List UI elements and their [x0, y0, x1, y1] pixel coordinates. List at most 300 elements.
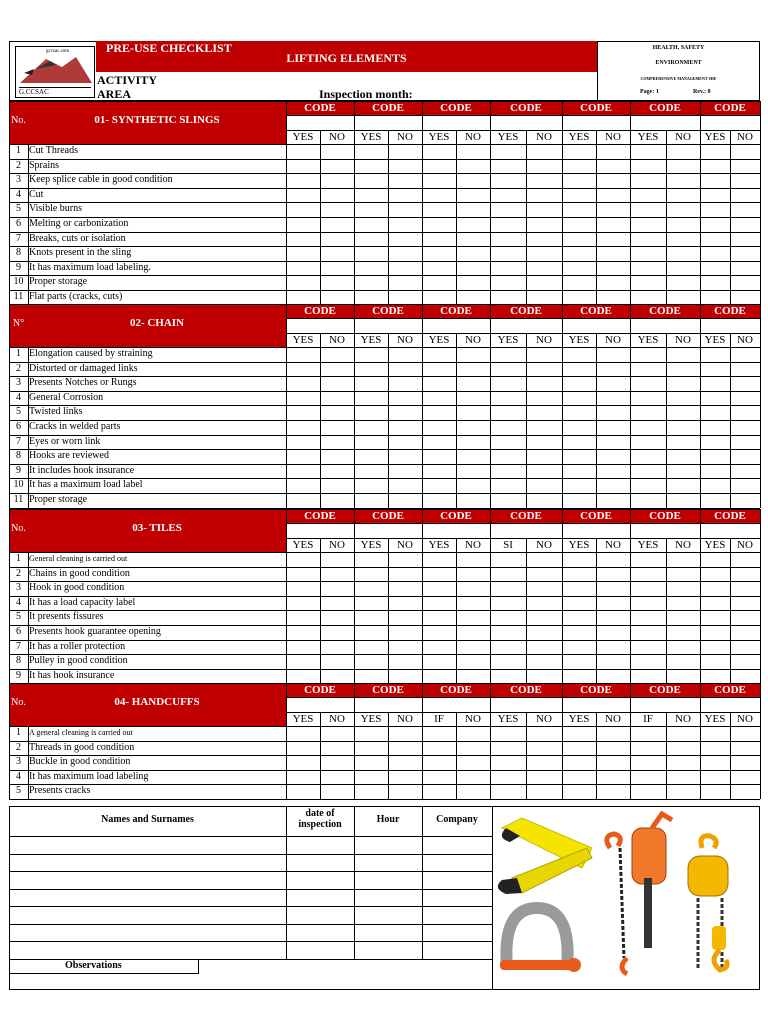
checkbox-cell[interactable] [354, 290, 388, 305]
checkbox-cell[interactable] [562, 188, 596, 203]
checkbox-cell[interactable] [700, 567, 730, 582]
checkbox-cell[interactable] [388, 654, 422, 669]
checkbox-cell[interactable] [562, 435, 596, 450]
checkbox-cell[interactable] [700, 625, 730, 640]
checkbox-cell[interactable] [422, 552, 456, 567]
checkbox-cell[interactable] [354, 596, 388, 611]
checkbox-cell[interactable] [456, 391, 490, 406]
checkbox-cell[interactable] [286, 581, 320, 596]
checkbox-cell[interactable] [562, 347, 596, 362]
checkbox-cell[interactable] [490, 188, 526, 203]
checkbox-cell[interactable] [490, 726, 526, 741]
checkbox-cell[interactable] [630, 478, 666, 493]
checkbox-cell[interactable] [526, 640, 562, 655]
code-entry-field[interactable] [286, 523, 354, 538]
checkbox-cell[interactable] [388, 391, 422, 406]
checkbox-cell[interactable] [562, 173, 596, 188]
checkbox-cell[interactable] [490, 610, 526, 625]
checkbox-cell[interactable] [354, 188, 388, 203]
checkbox-cell[interactable] [320, 246, 354, 261]
checkbox-cell[interactable] [490, 275, 526, 290]
checkbox-cell[interactable] [388, 188, 422, 203]
checkbox-cell[interactable] [562, 362, 596, 377]
checkbox-cell[interactable] [666, 261, 700, 276]
checkbox-cell[interactable] [526, 202, 562, 217]
checkbox-cell[interactable] [388, 217, 422, 232]
checkbox-cell[interactable] [388, 726, 422, 741]
checkbox-cell[interactable] [456, 261, 490, 276]
checkbox-cell[interactable] [286, 261, 320, 276]
checkbox-cell[interactable] [700, 770, 730, 785]
checkbox-cell[interactable] [562, 610, 596, 625]
checkbox-cell[interactable] [596, 493, 630, 508]
checkbox-cell[interactable] [456, 669, 490, 684]
checkbox-cell[interactable] [730, 362, 760, 377]
checkbox-cell[interactable] [286, 493, 320, 508]
checkbox-cell[interactable] [526, 567, 562, 582]
checkbox-cell[interactable] [562, 581, 596, 596]
checkbox-cell[interactable] [320, 464, 354, 479]
checkbox-cell[interactable] [354, 275, 388, 290]
checkbox-cell[interactable] [596, 246, 630, 261]
checkbox-cell[interactable] [354, 741, 388, 756]
checkbox-cell[interactable] [456, 290, 490, 305]
checkbox-cell[interactable] [526, 232, 562, 247]
checkbox-cell[interactable] [388, 625, 422, 640]
checkbox-cell[interactable] [354, 726, 388, 741]
checkbox-cell[interactable] [562, 755, 596, 770]
checkbox-cell[interactable] [596, 784, 630, 799]
checkbox-cell[interactable] [596, 669, 630, 684]
checkbox-cell[interactable] [630, 596, 666, 611]
checkbox-cell[interactable] [354, 217, 388, 232]
checkbox-cell[interactable] [490, 261, 526, 276]
code-entry-field[interactable] [490, 318, 562, 333]
checkbox-cell[interactable] [286, 464, 320, 479]
code-entry-field[interactable] [422, 115, 490, 130]
checkbox-cell[interactable] [596, 625, 630, 640]
checkbox-cell[interactable] [422, 784, 456, 799]
checkbox-cell[interactable] [526, 741, 562, 756]
checkbox-cell[interactable] [666, 669, 700, 684]
checkbox-cell[interactable] [490, 420, 526, 435]
checkbox-cell[interactable] [596, 275, 630, 290]
checkbox-cell[interactable] [596, 261, 630, 276]
checkbox-cell[interactable] [456, 726, 490, 741]
checkbox-cell[interactable] [630, 581, 666, 596]
checkbox-cell[interactable] [596, 552, 630, 567]
observations-field[interactable] [198, 959, 492, 973]
checkbox-cell[interactable] [286, 596, 320, 611]
checkbox-cell[interactable] [630, 755, 666, 770]
checkbox-cell[interactable] [388, 159, 422, 174]
checkbox-cell[interactable] [562, 376, 596, 391]
code-entry-field[interactable] [562, 318, 630, 333]
checkbox-cell[interactable] [596, 770, 630, 785]
checkbox-cell[interactable] [630, 275, 666, 290]
checkbox-cell[interactable] [422, 478, 456, 493]
checkbox-cell[interactable] [630, 202, 666, 217]
checkbox-cell[interactable] [700, 173, 730, 188]
checkbox-cell[interactable] [630, 376, 666, 391]
checkbox-cell[interactable] [490, 669, 526, 684]
checkbox-cell[interactable] [286, 770, 320, 785]
checkbox-cell[interactable] [630, 188, 666, 203]
checkbox-cell[interactable] [354, 246, 388, 261]
checkbox-cell[interactable] [286, 144, 320, 159]
checkbox-cell[interactable] [456, 449, 490, 464]
checkbox-cell[interactable] [730, 784, 760, 799]
checkbox-cell[interactable] [526, 581, 562, 596]
checkbox-cell[interactable] [388, 669, 422, 684]
checkbox-cell[interactable] [286, 232, 320, 247]
checkbox-cell[interactable] [388, 567, 422, 582]
checkbox-cell[interactable] [456, 347, 490, 362]
checkbox-cell[interactable] [562, 217, 596, 232]
checkbox-cell[interactable] [388, 581, 422, 596]
checkbox-cell[interactable] [526, 552, 562, 567]
checkbox-cell[interactable] [730, 202, 760, 217]
checkbox-cell[interactable] [666, 770, 700, 785]
checkbox-cell[interactable] [730, 188, 760, 203]
checkbox-cell[interactable] [422, 144, 456, 159]
checkbox-cell[interactable] [320, 159, 354, 174]
checkbox-cell[interactable] [630, 784, 666, 799]
checkbox-cell[interactable] [700, 640, 730, 655]
code-entry-field[interactable] [630, 697, 700, 712]
checkbox-cell[interactable] [700, 159, 730, 174]
checkbox-cell[interactable] [596, 173, 630, 188]
checkbox-cell[interactable] [354, 232, 388, 247]
checkbox-cell[interactable] [630, 654, 666, 669]
checkbox-cell[interactable] [456, 493, 490, 508]
code-entry-field[interactable] [286, 318, 354, 333]
checkbox-cell[interactable] [388, 173, 422, 188]
checkbox-cell[interactable] [422, 640, 456, 655]
checkbox-cell[interactable] [630, 567, 666, 582]
checkbox-cell[interactable] [388, 596, 422, 611]
checkbox-cell[interactable] [562, 726, 596, 741]
checkbox-cell[interactable] [456, 217, 490, 232]
checkbox-cell[interactable] [286, 347, 320, 362]
checkbox-cell[interactable] [730, 232, 760, 247]
checkbox-cell[interactable] [354, 405, 388, 420]
checkbox-cell[interactable] [286, 376, 320, 391]
checkbox-cell[interactable] [320, 493, 354, 508]
checkbox-cell[interactable] [666, 449, 700, 464]
checkbox-cell[interactable] [354, 552, 388, 567]
checkbox-cell[interactable] [354, 449, 388, 464]
checkbox-cell[interactable] [354, 610, 388, 625]
checkbox-cell[interactable] [456, 770, 490, 785]
code-entry-field[interactable] [490, 697, 562, 712]
checkbox-cell[interactable] [526, 144, 562, 159]
checkbox-cell[interactable] [388, 376, 422, 391]
checkbox-cell[interactable] [422, 217, 456, 232]
checkbox-cell[interactable] [456, 420, 490, 435]
checkbox-cell[interactable] [526, 217, 562, 232]
checkbox-cell[interactable] [666, 376, 700, 391]
checkbox-cell[interactable] [630, 347, 666, 362]
checkbox-cell[interactable] [320, 347, 354, 362]
checkbox-cell[interactable] [490, 347, 526, 362]
checkbox-cell[interactable] [730, 596, 760, 611]
checkbox-cell[interactable] [700, 232, 730, 247]
checkbox-cell[interactable] [526, 173, 562, 188]
checkbox-cell[interactable] [730, 625, 760, 640]
checkbox-cell[interactable] [700, 246, 730, 261]
checkbox-cell[interactable] [320, 770, 354, 785]
checkbox-cell[interactable] [286, 217, 320, 232]
checkbox-cell[interactable] [700, 741, 730, 756]
checkbox-cell[interactable] [526, 449, 562, 464]
checkbox-cell[interactable] [456, 478, 490, 493]
checkbox-cell[interactable] [526, 347, 562, 362]
checkbox-cell[interactable] [286, 159, 320, 174]
checkbox-cell[interactable] [456, 188, 490, 203]
checkbox-cell[interactable] [666, 362, 700, 377]
checkbox-cell[interactable] [422, 435, 456, 450]
checkbox-cell[interactable] [666, 581, 700, 596]
checkbox-cell[interactable] [666, 625, 700, 640]
checkbox-cell[interactable] [422, 755, 456, 770]
checkbox-cell[interactable] [666, 610, 700, 625]
checkbox-cell[interactable] [596, 478, 630, 493]
checkbox-cell[interactable] [562, 567, 596, 582]
checkbox-cell[interactable] [456, 275, 490, 290]
checkbox-cell[interactable] [422, 173, 456, 188]
checkbox-cell[interactable] [388, 144, 422, 159]
checkbox-cell[interactable] [730, 391, 760, 406]
checkbox-cell[interactable] [490, 640, 526, 655]
checkbox-cell[interactable] [562, 741, 596, 756]
checkbox-cell[interactable] [666, 217, 700, 232]
checkbox-cell[interactable] [354, 376, 388, 391]
checkbox-cell[interactable] [490, 654, 526, 669]
checkbox-cell[interactable] [286, 625, 320, 640]
checkbox-cell[interactable] [666, 391, 700, 406]
checkbox-cell[interactable] [666, 275, 700, 290]
checkbox-cell[interactable] [630, 246, 666, 261]
code-entry-field[interactable] [490, 115, 562, 130]
checkbox-cell[interactable] [422, 464, 456, 479]
checkbox-cell[interactable] [320, 261, 354, 276]
checkbox-cell[interactable] [526, 610, 562, 625]
checkbox-cell[interactable] [388, 246, 422, 261]
checkbox-cell[interactable] [354, 654, 388, 669]
checkbox-cell[interactable] [320, 173, 354, 188]
checkbox-cell[interactable] [286, 173, 320, 188]
checkbox-cell[interactable] [630, 625, 666, 640]
checkbox-cell[interactable] [596, 581, 630, 596]
checkbox-cell[interactable] [526, 405, 562, 420]
checkbox-cell[interactable] [422, 159, 456, 174]
checkbox-cell[interactable] [320, 449, 354, 464]
checkbox-cell[interactable] [730, 405, 760, 420]
code-entry-field[interactable] [354, 115, 422, 130]
checkbox-cell[interactable] [630, 435, 666, 450]
checkbox-cell[interactable] [490, 232, 526, 247]
checkbox-cell[interactable] [320, 217, 354, 232]
checkbox-cell[interactable] [490, 290, 526, 305]
checkbox-cell[interactable] [596, 596, 630, 611]
code-entry-field[interactable] [562, 697, 630, 712]
checkbox-cell[interactable] [730, 376, 760, 391]
checkbox-cell[interactable] [354, 261, 388, 276]
checkbox-cell[interactable] [422, 275, 456, 290]
checkbox-cell[interactable] [320, 581, 354, 596]
checkbox-cell[interactable] [730, 275, 760, 290]
checkbox-cell[interactable] [666, 420, 700, 435]
checkbox-cell[interactable] [320, 567, 354, 582]
checkbox-cell[interactable] [630, 464, 666, 479]
checkbox-cell[interactable] [526, 159, 562, 174]
checkbox-cell[interactable] [730, 493, 760, 508]
checkbox-cell[interactable] [630, 362, 666, 377]
checkbox-cell[interactable] [526, 290, 562, 305]
checkbox-cell[interactable] [320, 362, 354, 377]
checkbox-cell[interactable] [630, 144, 666, 159]
checkbox-cell[interactable] [730, 347, 760, 362]
checkbox-cell[interactable] [630, 493, 666, 508]
checkbox-cell[interactable] [422, 770, 456, 785]
checkbox-cell[interactable] [354, 159, 388, 174]
checkbox-cell[interactable] [490, 478, 526, 493]
checkbox-cell[interactable] [354, 567, 388, 582]
checkbox-cell[interactable] [562, 478, 596, 493]
checkbox-cell[interactable] [666, 173, 700, 188]
checkbox-cell[interactable] [562, 202, 596, 217]
checkbox-cell[interactable] [630, 640, 666, 655]
checkbox-cell[interactable] [562, 654, 596, 669]
checkbox-cell[interactable] [388, 202, 422, 217]
checkbox-cell[interactable] [562, 290, 596, 305]
checkbox-cell[interactable] [730, 144, 760, 159]
checkbox-cell[interactable] [526, 435, 562, 450]
checkbox-cell[interactable] [422, 188, 456, 203]
checkbox-cell[interactable] [666, 784, 700, 799]
checkbox-cell[interactable] [730, 478, 760, 493]
checkbox-cell[interactable] [700, 217, 730, 232]
checkbox-cell[interactable] [422, 625, 456, 640]
checkbox-cell[interactable] [456, 640, 490, 655]
checkbox-cell[interactable] [630, 741, 666, 756]
checkbox-cell[interactable] [700, 449, 730, 464]
checkbox-cell[interactable] [490, 246, 526, 261]
checkbox-cell[interactable] [354, 478, 388, 493]
checkbox-cell[interactable] [596, 726, 630, 741]
checkbox-cell[interactable] [456, 654, 490, 669]
checkbox-cell[interactable] [388, 755, 422, 770]
checkbox-cell[interactable] [456, 376, 490, 391]
checkbox-cell[interactable] [490, 784, 526, 799]
checkbox-cell[interactable] [422, 669, 456, 684]
checkbox-cell[interactable] [730, 610, 760, 625]
checkbox-cell[interactable] [526, 376, 562, 391]
checkbox-cell[interactable] [456, 246, 490, 261]
checkbox-cell[interactable] [354, 362, 388, 377]
checkbox-cell[interactable] [700, 391, 730, 406]
checkbox-cell[interactable] [562, 275, 596, 290]
checkbox-cell[interactable] [286, 552, 320, 567]
checkbox-cell[interactable] [700, 552, 730, 567]
checkbox-cell[interactable] [286, 202, 320, 217]
checkbox-cell[interactable] [596, 640, 630, 655]
checkbox-cell[interactable] [286, 669, 320, 684]
checkbox-cell[interactable] [354, 347, 388, 362]
checkbox-cell[interactable] [354, 173, 388, 188]
checkbox-cell[interactable] [596, 741, 630, 756]
checkbox-cell[interactable] [422, 405, 456, 420]
code-entry-field[interactable] [286, 697, 354, 712]
checkbox-cell[interactable] [388, 347, 422, 362]
checkbox-cell[interactable] [596, 755, 630, 770]
checkbox-cell[interactable] [286, 275, 320, 290]
checkbox-cell[interactable] [630, 290, 666, 305]
checkbox-cell[interactable] [596, 159, 630, 174]
checkbox-cell[interactable] [490, 202, 526, 217]
checkbox-cell[interactable] [456, 464, 490, 479]
checkbox-cell[interactable] [388, 640, 422, 655]
checkbox-cell[interactable] [526, 362, 562, 377]
checkbox-cell[interactable] [320, 420, 354, 435]
checkbox-cell[interactable] [388, 552, 422, 567]
checkbox-cell[interactable] [354, 435, 388, 450]
checkbox-cell[interactable] [422, 246, 456, 261]
checkbox-cell[interactable] [700, 654, 730, 669]
checkbox-cell[interactable] [526, 669, 562, 684]
checkbox-cell[interactable] [320, 755, 354, 770]
checkbox-cell[interactable] [490, 567, 526, 582]
checkbox-cell[interactable] [286, 610, 320, 625]
checkbox-cell[interactable] [596, 464, 630, 479]
checkbox-cell[interactable] [388, 478, 422, 493]
checkbox-cell[interactable] [456, 552, 490, 567]
checkbox-cell[interactable] [422, 420, 456, 435]
checkbox-cell[interactable] [666, 232, 700, 247]
checkbox-cell[interactable] [562, 391, 596, 406]
checkbox-cell[interactable] [320, 391, 354, 406]
checkbox-cell[interactable] [286, 391, 320, 406]
checkbox-cell[interactable] [388, 464, 422, 479]
inspection-month-field[interactable] [405, 87, 597, 101]
checkbox-cell[interactable] [562, 596, 596, 611]
checkbox-cell[interactable] [596, 376, 630, 391]
checkbox-cell[interactable] [490, 405, 526, 420]
code-entry-field[interactable] [422, 523, 490, 538]
code-entry-field[interactable] [490, 523, 562, 538]
checkbox-cell[interactable] [422, 596, 456, 611]
checkbox-cell[interactable] [730, 159, 760, 174]
checkbox-cell[interactable] [320, 741, 354, 756]
checkbox-cell[interactable] [666, 144, 700, 159]
checkbox-cell[interactable] [526, 275, 562, 290]
checkbox-cell[interactable] [354, 391, 388, 406]
checkbox-cell[interactable] [320, 640, 354, 655]
checkbox-cell[interactable] [286, 435, 320, 450]
checkbox-cell[interactable] [700, 261, 730, 276]
checkbox-cell[interactable] [630, 449, 666, 464]
checkbox-cell[interactable] [730, 464, 760, 479]
checkbox-cell[interactable] [456, 202, 490, 217]
checkbox-cell[interactable] [490, 464, 526, 479]
checkbox-cell[interactable] [700, 784, 730, 799]
checkbox-cell[interactable] [562, 261, 596, 276]
checkbox-cell[interactable] [630, 610, 666, 625]
checkbox-cell[interactable] [526, 464, 562, 479]
checkbox-cell[interactable] [388, 449, 422, 464]
checkbox-cell[interactable] [596, 362, 630, 377]
